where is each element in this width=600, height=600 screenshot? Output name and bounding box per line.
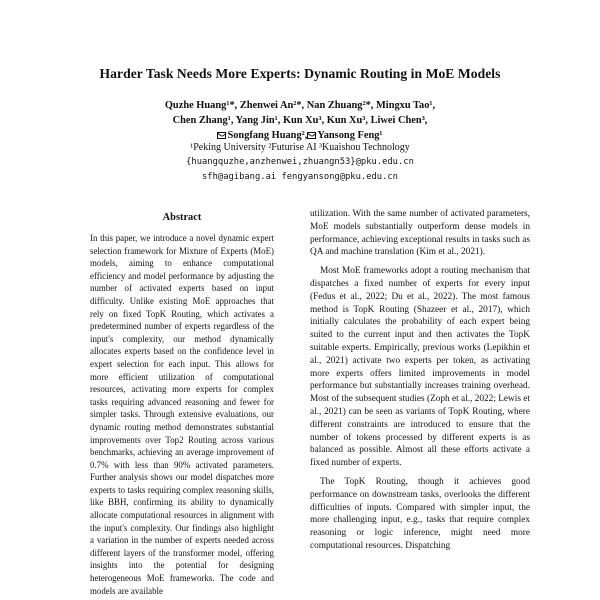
affiliations: ¹Peking University ²Futurise AI ³Kuaishou Technology <box>190 142 410 153</box>
email-icon <box>217 132 226 139</box>
body-paragraph-1: utilization. With the same number of activated parameters, MoE models substantially outperform dense models in performance, achieving exceptional results in tasks such as QA and machine translation (Kim et al., 2021). <box>310 209 530 258</box>
paper-title: Harder Task Needs More Experts: Dynamic Routing in MoE Models <box>99 66 501 81</box>
email-line-2: sfh@agibang.ai fengyansong@pku.edu.cn <box>202 172 398 182</box>
abstract-heading: Abstract <box>162 212 202 223</box>
email-block <box>60 155 540 185</box>
abstract-body <box>90 232 274 600</box>
corresponding-author-2: Yansong Feng¹ <box>317 130 383 141</box>
authors-line-1: Quzhe Huang¹*, Zhenwei An²*, Nan Zhuang²*, Mingxu Tao¹, <box>164 100 436 111</box>
email-line-1: {huangquzhe,anzhenwei,zhuangn53}@pku.edu.cn <box>186 157 414 167</box>
authors-line-2: Chen Zhang¹, Yang Jin¹, Kun Xu³, Kun Xu³, Liwei Chen³, <box>172 115 428 126</box>
body-paragraph-2: Most MoE frameworks adopt a routing mechanism that dispatches a fixed number of experts for every input (Fedus et al., 2022; Du et al., 2022). The most famous method is TopK Routing (Shazeer et al., 2017), which initially calculates the probability of each expert being suited to the current input and then activates the TopK suitable experts. Empirically, previous works (Lepikhin et al., 2021) activate two experts per token, as activating more experts offers limited improvements in model performance but substantially increases training overhead. Most of the subsequent studies (Zoph et al., 2022; Lewis et al., 2021) can be seen as variants of TopK Routing, where different constraints are introduced to ensure that the number of tokens processed by different experts is as balanced as possible. Almost all these efforts activate a fixed number of experts. <box>310 266 530 469</box>
abstract-text: In this paper, we introduce a novel dynamic expert selection framework for Mixture of Experts (MoE) models, aiming to enhance computational efficiency and model performance by adjusting the number of activated experts based on input difficulty. Unlike existing MoE approaches that rely on fixed TopK Routing, which activates a predetermined number of experts regardless of the input's complexity, our method dynamically allocates experts based on the confidence level in expert selection for each input. This allows for more efficient utilization of computational resources, activating more experts for complex tasks requiring advanced reasoning and fewer for simpler tasks. Through extensive evaluations, our dynamic routing method demonstrates substantial improvements over Top2 Routing across various benchmarks, achieving an average improvement of 0.7% with less than 90% activated parameters. Further analysis shows our model dispatches more experts to tasks requiring complex reasoning skills, like BBH, confirming its ability to dynamically allocate computational resources in alignment with the input's complexity. Our findings also highlight a variation in the number of experts needed across different layers of the transformer model, offering insights into the potential for designing heterogeneous MoE frameworks. The code and models are available <box>90 233 274 596</box>
email-icon <box>307 132 316 139</box>
body-paragraph-3: The TopK Routing, though it achieves good performance on downstream tasks, overlooks the different difficulties of inputs. Compared with simpler input, the more challenging input, e.g., tasks that require complex reasoning or logic inference, might need more computational resources. Dispatching <box>310 476 530 551</box>
right-column <box>310 208 530 600</box>
author-list <box>60 98 540 143</box>
corresponding-author-1: Songfang Huang², <box>227 130 308 141</box>
